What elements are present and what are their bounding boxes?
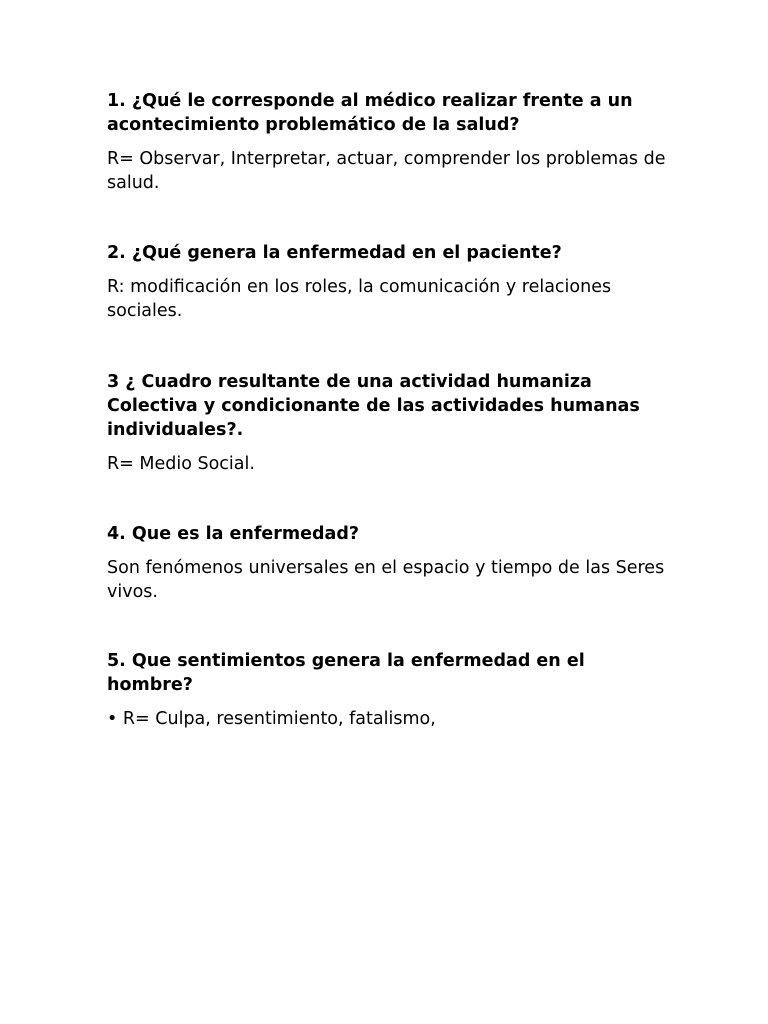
qa-item-2 <box>107 241 667 323</box>
qa-item-4 <box>107 522 667 604</box>
question-4: 4. Que es la enfermedad? <box>107 524 360 544</box>
answer-2: R: modificación en los roles, la comunicación y relaciones sociales. <box>107 277 612 321</box>
question-3: 3 ¿ Cuadro resultante de una actividad humaniza Colectiva y condicionante de las actividades humanas individuales?. <box>107 372 640 440</box>
answer-1: R= Observar, Interpretar, actuar, comprender los problemas de salud. <box>107 149 666 193</box>
qa-item-5 <box>107 649 667 731</box>
qa-item-3 <box>107 370 667 476</box>
question-2: 2. ¿Qué genera la enfermedad en el paciente? <box>107 243 562 263</box>
answer-3: R= Medio Social. <box>107 454 255 474</box>
answer-4: Son fenómenos universales en el espacio y tiempo de las Seres vivos. <box>107 558 665 602</box>
question-1: 1. ¿Qué le corresponde al médico realizar frente a un acontecimiento problemático de la salud? <box>107 91 633 135</box>
answer-5: • R= Culpa, resentimiento, fatalismo, <box>107 709 436 729</box>
qa-item-1 <box>107 89 667 195</box>
question-5: 5. Que sentimientos genera la enfermedad en el hombre? <box>107 651 585 695</box>
